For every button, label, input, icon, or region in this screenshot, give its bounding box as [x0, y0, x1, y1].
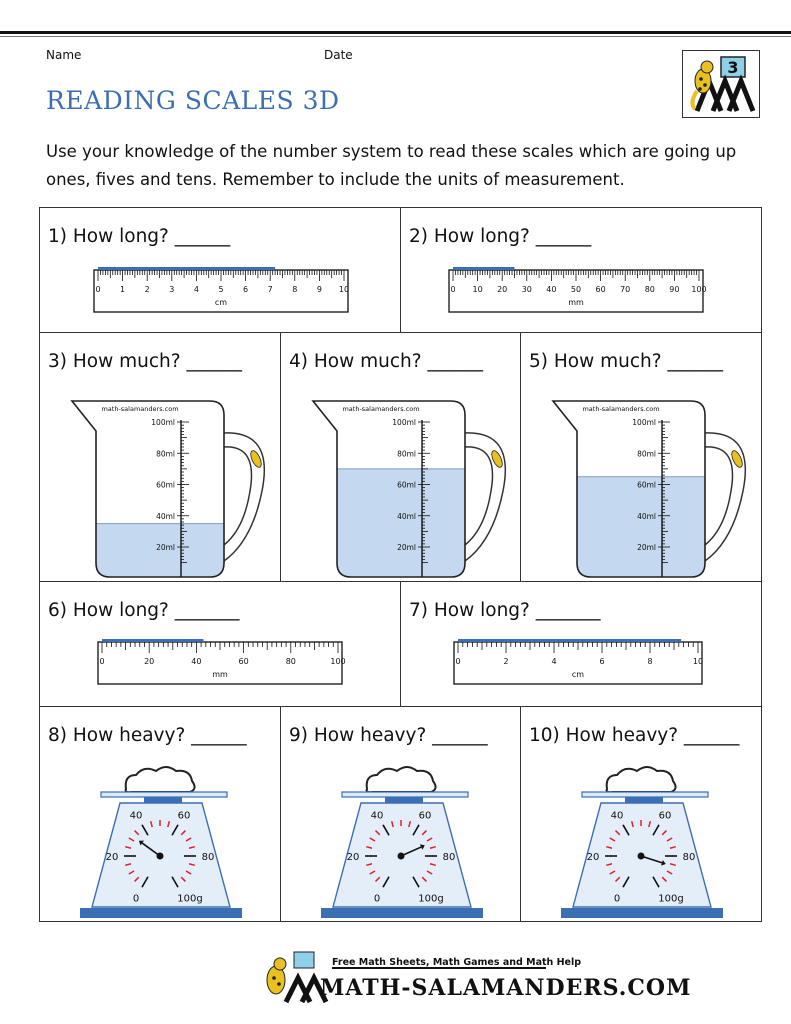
ruler-tick-label: 10: [472, 285, 483, 294]
scale-neck: [625, 797, 663, 803]
ruler-tick-label: 20: [497, 285, 508, 294]
date-label: Date: [324, 48, 353, 62]
jug-label: 40ml: [637, 511, 656, 521]
jug-liquid: [577, 477, 705, 577]
ruler-tick-label: 8: [647, 657, 653, 666]
jug-label: 100ml: [632, 418, 656, 427]
ruler-tick-label: 60: [238, 657, 249, 666]
question-4-text: 4) How much? ______: [289, 351, 483, 372]
ruler-tick-label: 4: [551, 657, 557, 666]
ruler-tick-label: 30: [521, 285, 532, 294]
page-title: READING SCALES 3D: [46, 86, 340, 115]
measured-line: [98, 267, 275, 270]
dial-label: 40: [610, 810, 624, 822]
ruler-tick-label: 8: [292, 285, 298, 294]
question-1-text: 1) How long? ______: [48, 226, 231, 247]
question-8: [39, 706, 281, 922]
ruler-tick-label: 40: [191, 657, 202, 666]
dial-label: 20: [105, 852, 119, 863]
question-4: [280, 332, 521, 582]
question-5: [520, 332, 762, 582]
question-2: [400, 207, 762, 333]
jug-4: [281, 333, 522, 583]
dial-label: 100g: [177, 893, 203, 905]
question-3: [39, 332, 281, 582]
scale-base: [321, 908, 483, 918]
ruler-2: [401, 208, 763, 334]
weight-object: [607, 767, 676, 792]
jug-label: 60ml: [397, 480, 416, 490]
dial-label: 40: [370, 810, 384, 822]
ruler-tick-label: 10: [692, 657, 704, 666]
weight-object: [367, 767, 436, 792]
question-9-text: 9) How heavy? ______: [289, 725, 488, 746]
jug-watermark: math-salamanders.com: [342, 405, 420, 413]
dial-label: 80: [201, 852, 215, 863]
ruler-tick-label: 80: [644, 285, 655, 294]
dial-label: 0: [373, 893, 381, 905]
salamander-logo: [682, 50, 760, 118]
jug-label: 20ml: [156, 543, 175, 552]
jug-label: 100ml: [151, 418, 175, 427]
jug-watermark: math-salamanders.com: [582, 405, 660, 413]
ruler-tick-label: 90: [669, 285, 680, 294]
jug-handle-inner: [224, 447, 252, 545]
ruler-tick-label: 6: [243, 285, 249, 294]
top-rule: [0, 31, 791, 34]
ruler-tick-label: 100: [330, 657, 346, 666]
jug-label: 80ml: [397, 449, 416, 459]
measured-line: [453, 267, 515, 270]
ruler-tick-label: 1: [120, 285, 126, 294]
jug-label: 40ml: [156, 511, 175, 521]
question-2-text: 2) How long? ______: [409, 226, 592, 247]
top-rule-thin: [0, 36, 791, 37]
scale-pan: [582, 792, 708, 797]
ruler-unit: mm: [212, 670, 228, 679]
jug-label: 20ml: [397, 543, 416, 552]
ruler-tick-label: 70: [620, 285, 631, 294]
dial-label: 40: [129, 810, 143, 822]
footer-tagline: Free Math Sheets, Math Games and Math Help: [332, 957, 582, 968]
scale-pan: [101, 792, 227, 797]
dial-label: 20: [586, 852, 600, 863]
scale-pan: [342, 792, 468, 797]
ruler-tick-label: 0: [95, 285, 101, 294]
scale-base: [561, 908, 723, 918]
logo-grade: 3: [727, 58, 739, 77]
dial-label: 80: [682, 852, 696, 863]
name-label: Name: [46, 48, 82, 62]
question-1: [39, 207, 401, 333]
ruler-tick-label: 10: [338, 285, 350, 294]
ruler-tick-label: 6: [599, 657, 605, 666]
dial-label: 20: [346, 852, 360, 863]
dial-label: 100g: [418, 893, 444, 905]
ruler-tick-label: 9: [316, 285, 322, 294]
jug-label: 60ml: [156, 480, 175, 490]
ruler-tick-label: 2: [144, 285, 150, 294]
scale-9: [281, 707, 522, 923]
ruler-tick-label: 2: [503, 657, 509, 666]
dial-label: 80: [442, 852, 456, 863]
ruler-tick-label: 60: [595, 285, 606, 294]
measured-line: [458, 639, 681, 642]
ruler-tick-label: 0: [455, 657, 461, 666]
dial-pivot: [398, 853, 405, 860]
jug-label: 40ml: [397, 511, 416, 521]
ruler-tick-label: 7: [267, 285, 273, 294]
question-9: [280, 706, 521, 922]
ruler-tick-label: 3: [169, 285, 175, 294]
ruler-unit: mm: [568, 298, 584, 307]
question-5-text: 5) How much? ______: [529, 351, 723, 372]
question-6: [39, 581, 401, 707]
jug-handle-inner: [705, 447, 733, 545]
ruler-unit: cm: [571, 670, 585, 679]
question-10-text: 10) How heavy? ______: [529, 725, 740, 746]
ruler-7: [401, 582, 763, 708]
jug-label: 20ml: [637, 543, 656, 552]
scale-neck: [144, 797, 182, 803]
jug-handle-inner: [465, 447, 493, 545]
ruler-tick-label: 0: [450, 285, 456, 294]
dial-label: 0: [613, 893, 621, 905]
dial-label: 0: [132, 893, 140, 905]
scale-neck: [385, 797, 423, 803]
ruler-6: [40, 582, 402, 708]
dial-pivot: [638, 853, 645, 860]
ruler-tick-label: 20: [144, 657, 155, 666]
ruler-tick-label: 80: [285, 657, 296, 666]
dial-label: 60: [658, 810, 672, 822]
jug-watermark: math-salamanders.com: [101, 405, 179, 413]
dial-label: 60: [418, 810, 432, 822]
ruler-1: [40, 208, 402, 334]
question-6-text: 6) How long? _______: [48, 600, 240, 621]
scale-10: [521, 707, 763, 923]
jug-5: [521, 333, 763, 583]
scale-base: [80, 908, 242, 918]
question-3-text: 3) How much? ______: [48, 351, 242, 372]
jug-label: 100ml: [392, 418, 416, 427]
dial-label: 100g: [658, 893, 684, 905]
ruler-tick-label: 4: [193, 285, 199, 294]
weight-object: [126, 767, 195, 792]
ruler-unit: cm: [214, 298, 228, 307]
jug-3: [40, 333, 282, 583]
question-8-text: 8) How heavy? ______: [48, 725, 247, 746]
jug-label: 80ml: [156, 449, 175, 459]
question-7-text: 7) How long? _______: [409, 600, 601, 621]
question-grid: [39, 207, 762, 922]
instructions: Use your knowledge of the number system to read these scales which are going up ones, fives and tens. Remember to include the units of measurement.: [46, 142, 737, 189]
ruler-tick-label: 40: [546, 285, 557, 294]
jug-label: 60ml: [637, 480, 656, 490]
scale-8: [40, 707, 282, 923]
ruler-tick-label: 0: [99, 657, 105, 666]
question-10: [520, 706, 762, 922]
footer-brand: MATH-SALAMANDERS.COM: [320, 975, 692, 1001]
question-7: [400, 581, 762, 707]
ruler-tick-label: 5: [218, 285, 224, 294]
measured-line: [102, 639, 203, 642]
dial-label: 60: [177, 810, 191, 822]
dial-pivot: [157, 853, 164, 860]
ruler-tick-label: 100: [691, 285, 707, 294]
jug-label: 80ml: [637, 449, 656, 459]
ruler-tick-label: 50: [570, 285, 582, 294]
